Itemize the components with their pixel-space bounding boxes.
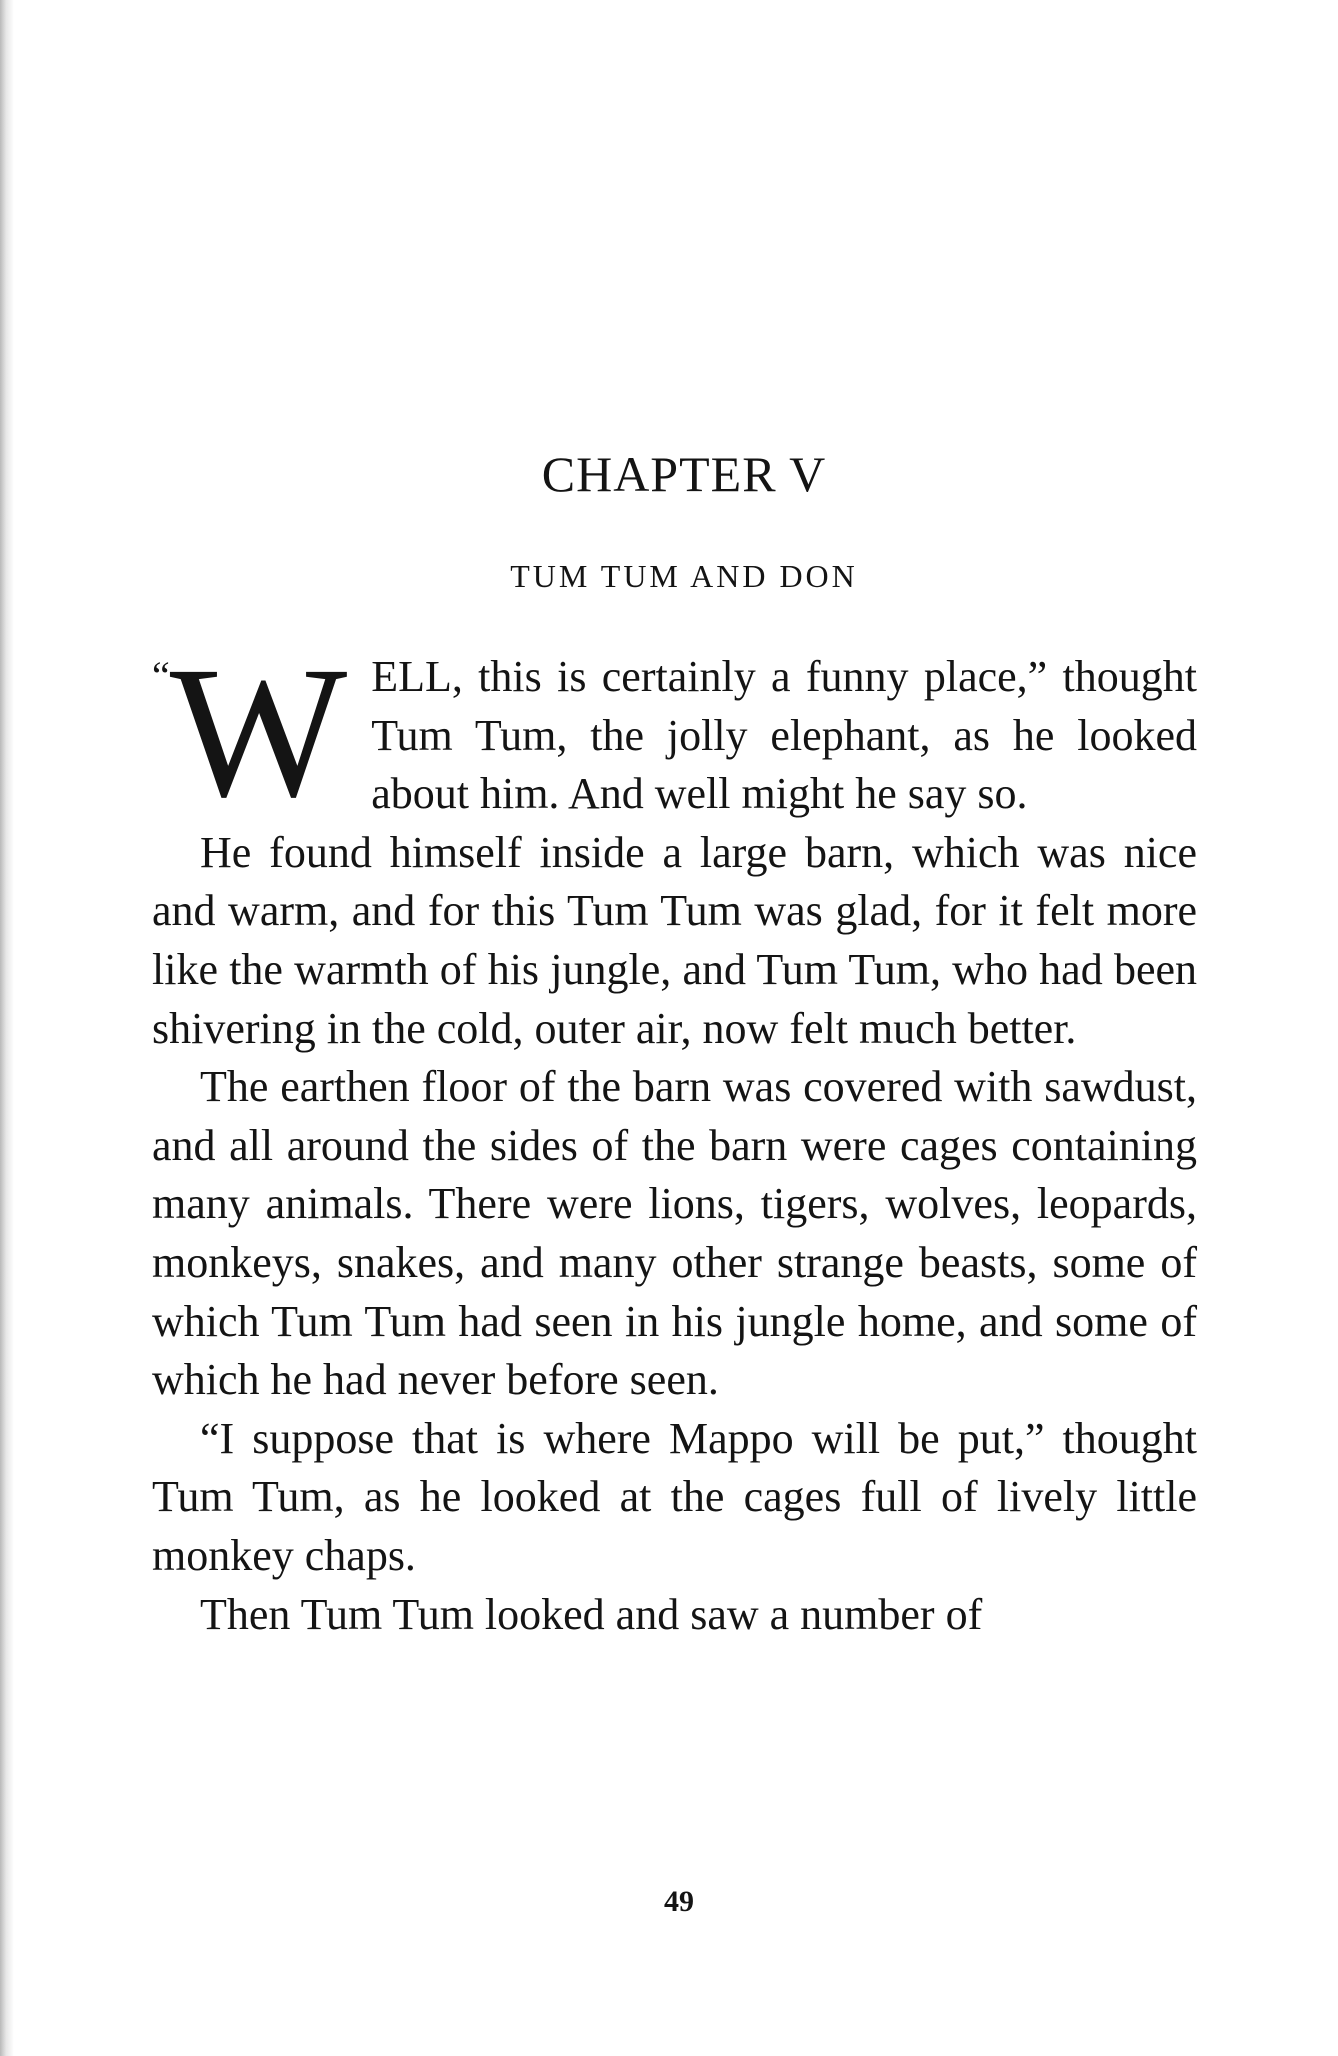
paragraph-1 — [152, 627, 1197, 836]
paragraph-1-text: ELL, this is certainly a funny place,” thought Tum Tum, the jolly elephant, as he looked about him. And well might he say so. — [371, 652, 1197, 819]
paragraph-2: He found himself inside a large barn, which was nice and warm, and for this Tum Tum was glad, for it felt more like the warmth of his jungle, and Tum Tum, who had been shivering in the cold, outer air, now felt much better. — [152, 827, 1197, 1053]
chapter-body — [152, 627, 1197, 1644]
chapter-heading: CHAPTER V — [541, 446, 827, 502]
drop-cap: W — [169, 627, 348, 836]
paragraph-3: The earthen floor of the barn was covered with sawdust, and all around the sides of the barn were cages containing many animals. There were lions, tigers, wolves, leopards, monkeys, snakes, and many other strange beasts, some of which Tum Tum had seen in his jungle home, and some of which he had never before seen. — [152, 1062, 1197, 1405]
chapter-subtitle: TUM TUM AND DON — [510, 558, 858, 594]
paragraph-4: “I suppose that is where Mappo will be put,” thought Tum Tum, as he looked at the cages full of lively little monkey chaps. — [152, 1413, 1197, 1580]
binding-edge — [0, 0, 14, 2056]
paragraph-5: Then Tum Tum looked and saw a number of — [200, 1589, 983, 1639]
opening-quote: “ — [152, 653, 170, 698]
page-number: 49 — [664, 1885, 694, 1918]
